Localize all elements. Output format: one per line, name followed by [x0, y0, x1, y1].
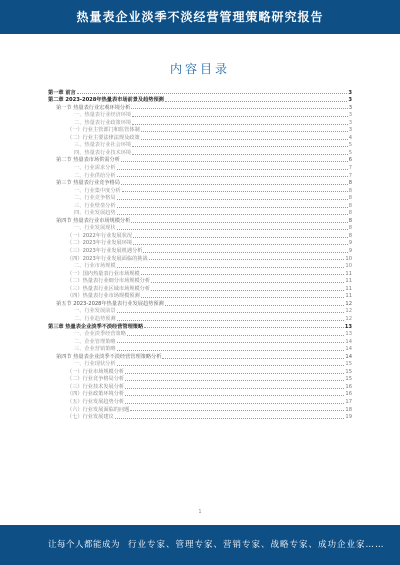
toc-entry[interactable]: [48, 337, 352, 345]
toc-entry-page: 10: [345, 255, 352, 262]
toc-entry[interactable]: [48, 179, 352, 187]
toc-entry[interactable]: [48, 239, 352, 247]
toc-entry-page: 8: [348, 210, 352, 217]
toc-entry-page: 8: [348, 195, 352, 202]
toc-leader-dots: [133, 243, 348, 245]
toc-entry-text: 第二章 2023-2028年热量表市场前景及趋势预测: [48, 97, 164, 104]
toc-entry[interactable]: [48, 186, 352, 194]
toc-entry-text: 第二节 热量表市场供需分析: [56, 157, 120, 164]
toc-entry-page: 14: [345, 346, 352, 353]
toc-entry[interactable]: [48, 163, 352, 171]
toc-entry-text: 第四节 热量表企业淡季不淡经营管理策略分析: [56, 353, 162, 360]
toc-entry-page: 11: [345, 285, 352, 292]
toc-entry-page: 6: [348, 157, 352, 164]
toc-leader-dots: [132, 153, 348, 155]
toc-entry[interactable]: [48, 292, 352, 300]
toc-entry[interactable]: [48, 360, 352, 368]
toc-leader-dots: [125, 387, 344, 389]
toc-leader-dots: [122, 190, 348, 192]
toc-entry-text: 一、行业发展现状: [74, 225, 116, 232]
toc-entry[interactable]: [48, 330, 352, 338]
toc-leader-dots: [117, 266, 345, 268]
footer-lead-text: 让每个人都能成为: [48, 540, 121, 550]
toc-leader-dots: [131, 107, 347, 109]
toc-entry-text: 一、热量表行业经济环境: [74, 112, 132, 119]
toc-entry-text: （三）2023年行业发展机遇分析: [67, 248, 143, 255]
toc-entry-text: 三、企业营销策略: [74, 346, 116, 353]
toc-leader-dots: [132, 145, 348, 147]
toc-entry-page: 16: [345, 391, 352, 398]
toc-entry-text: （二）行业主要法律法规及政策: [67, 134, 140, 141]
toc-leader-dots: [117, 364, 345, 366]
toc-entry[interactable]: [48, 171, 352, 179]
toc-entry[interactable]: [48, 397, 352, 405]
toc-entry-page: 8: [348, 180, 352, 187]
toc-entry[interactable]: [48, 375, 352, 383]
toc-entry-text: 二、热量表行业政策环境: [74, 119, 132, 126]
toc-entry[interactable]: [48, 148, 352, 156]
toc-entry[interactable]: [48, 111, 352, 119]
toc-leader-dots: [132, 123, 348, 125]
toc-entry-page: 8: [348, 232, 352, 239]
toc-entry-text: 一、企业淡季经营策略: [74, 331, 126, 338]
toc-entry[interactable]: [48, 156, 352, 164]
toc-leader-dots: [131, 221, 347, 223]
toc-leader-dots: [151, 281, 344, 283]
toc-entry-text: 二、行业趋势预测: [74, 315, 116, 322]
toc-entry[interactable]: [48, 209, 352, 217]
toc-leader-dots: [141, 296, 345, 298]
toc-entry-text: （四）行业政策环境分析: [67, 391, 125, 398]
toc-entry[interactable]: [48, 405, 352, 413]
toc-leader-dots: [117, 198, 348, 200]
toc-leader-dots: [117, 206, 348, 208]
toc-entry-page: 7: [348, 172, 352, 179]
toc-entry-page: 4: [348, 134, 352, 141]
toc-entry[interactable]: [48, 382, 352, 390]
toc-entry-text: （五）行业发展趋势分析: [67, 398, 125, 405]
toc-entry-text: 第三节 热量表行业竞争格局: [56, 180, 120, 187]
toc-leader-dots: [125, 379, 344, 381]
toc-leader-dots: [141, 130, 348, 132]
toc-leader-dots: [117, 228, 348, 230]
toc-entry-page: 11: [345, 270, 352, 277]
toc-entry[interactable]: [48, 126, 352, 134]
toc-leader-dots: [151, 289, 344, 291]
toc-entry-page: 7: [348, 165, 352, 172]
toc-entry-page: 11: [345, 278, 352, 285]
toc-entry-page: 12: [345, 300, 352, 307]
toc-entry-text: 一、行业发展前景: [74, 308, 116, 315]
report-title: 热量表企业淡季不淡经营管理策略研究报告: [76, 10, 324, 24]
toc-entry-text: 第一节 热量表行业宏观环境分析: [56, 104, 131, 111]
toc-entry[interactable]: [48, 96, 352, 104]
toc-leader-dots: [125, 394, 344, 396]
toc-entry-text: 二、行业竞争格局: [74, 195, 116, 202]
toc-entry[interactable]: [48, 284, 352, 292]
toc-leader-dots: [165, 304, 345, 306]
page-number: 1: [198, 509, 202, 515]
toc-entry-page: 9: [348, 240, 352, 247]
toc-entry-text: （二）行业竞争格局分析: [67, 376, 125, 383]
toc-entry-text: 二、企业管理策略: [74, 338, 116, 345]
toc-entry-text: （一）国内热量表行业市场规模: [67, 270, 140, 277]
toc-entry-page: 8: [348, 225, 352, 232]
toc-entry[interactable]: [48, 201, 352, 209]
toc-entry[interactable]: [48, 352, 352, 360]
toc-entry[interactable]: [48, 262, 352, 270]
toc-entry-page: 11: [345, 293, 352, 300]
toc-entry[interactable]: [48, 194, 352, 202]
toc-entry-page: 3: [348, 97, 352, 104]
toc-entry[interactable]: [48, 277, 352, 285]
toc-entry-page: 18: [345, 406, 352, 413]
toc-entry-page: 12: [345, 315, 352, 322]
toc-entry-text: 四、行业发展趋势: [74, 210, 116, 217]
toc-entry[interactable]: [48, 322, 352, 330]
toc-entry[interactable]: [48, 88, 352, 96]
toc-entry-page: 3: [348, 127, 352, 134]
toc-entry-text: （一）行业主管部门和监管体制: [67, 127, 140, 134]
toc-entry-text: 第三章 热量表企业淡季不淡经营管理策略: [48, 323, 144, 330]
toc-entry[interactable]: [48, 133, 352, 141]
toc-entry[interactable]: [48, 103, 352, 111]
toc-leader-dots: [143, 251, 347, 253]
toc-entry-page: 5: [348, 149, 352, 156]
toc-entry-text: 二、行业市场规模: [74, 263, 116, 270]
toc-leader-dots: [141, 273, 345, 275]
toc-entry-text: 三、热量表行业社会环境: [74, 142, 132, 149]
toc-entry-text: （一）2022年行业发展状况: [67, 232, 133, 239]
toc-entry-page: 15: [345, 361, 352, 368]
toc-entry-text: 一、行业集中度分析: [74, 187, 121, 194]
toc-entry[interactable]: [48, 141, 352, 149]
toc-entry-page: 3: [348, 89, 352, 96]
toc-entry-page: 8: [348, 187, 352, 194]
toc-entry[interactable]: [48, 307, 352, 315]
toc-leader-dots: [130, 409, 344, 411]
footer-banner: [0, 525, 400, 565]
toc-entry[interactable]: [48, 367, 352, 375]
toc-entry-text: （四）热量表行业市场规模预测: [67, 293, 140, 300]
toc-entry-text: 一、行业现状分析: [74, 361, 116, 368]
toc-entry-page: 15: [345, 368, 352, 375]
toc-entry-text: （二）热量表行业细分市场规模分析: [67, 278, 151, 285]
toc-entry-page: 10: [345, 263, 352, 270]
toc-leader-dots: [144, 326, 344, 328]
toc-entry[interactable]: [48, 314, 352, 322]
toc-entry[interactable]: [48, 269, 352, 277]
toc-leader-dots: [121, 183, 348, 185]
toc-entry-page: 8: [348, 217, 352, 224]
toc-entry-text: 四、热量表行业技术环境: [74, 149, 132, 156]
toc-leader-dots: [117, 168, 348, 170]
toc-entry-text: （四）2023年行业发展面临的挑战: [67, 255, 148, 262]
toc-heading: 内容目录: [169, 62, 230, 76]
toc-entry-text: （三）行业技术发展分析: [67, 383, 125, 390]
toc-entry-page: 8: [348, 202, 352, 209]
toc-leader-dots: [125, 402, 344, 404]
toc-leader-dots: [117, 341, 345, 343]
toc-entry-text: 一、行业需求分析: [74, 165, 116, 172]
toc-entry-page: 13: [344, 323, 352, 330]
toc-entry-text: （六）行业发展面临的问题: [67, 406, 130, 413]
toc-entry-page: 17: [345, 398, 352, 405]
toc-leader-dots: [121, 160, 348, 162]
toc-entry-page: 3: [348, 112, 352, 119]
toc-leader-dots: [162, 357, 344, 359]
toc-entry[interactable]: [48, 254, 352, 262]
toc-leader-dots: [115, 417, 345, 419]
toc-entry-page: 5: [348, 142, 352, 149]
toc-entry-page: 14: [345, 353, 352, 360]
toc-entry-page: 14: [345, 338, 352, 345]
toc-leader-dots: [141, 138, 348, 140]
toc-leader-dots: [133, 236, 348, 238]
toc-leader-dots: [117, 213, 348, 215]
toc-entry-text: 第四节 热量表行业市场规模分析: [56, 217, 131, 224]
table-of-contents: [48, 88, 352, 420]
toc-entry-text: 第一章 前言: [48, 89, 76, 96]
toc-entry-text: 三、行业壁垒分析: [74, 202, 116, 209]
toc-entry[interactable]: [48, 246, 352, 254]
toc-leader-dots: [117, 311, 345, 313]
toc-entry[interactable]: [48, 216, 352, 224]
toc-leader-dots: [117, 319, 345, 321]
toc-leader-dots: [127, 334, 345, 336]
toc-entry[interactable]: [48, 231, 352, 239]
toc-entry[interactable]: [48, 118, 352, 126]
toc-entry-text: （三）热量表行业区域市场规模分析: [67, 285, 151, 292]
toc-leader-dots: [132, 115, 348, 117]
toc-leader-dots: [117, 349, 345, 351]
toc-entry-text: （二）2023年行业发展环境: [67, 240, 133, 247]
toc-entry-page: 16: [345, 383, 352, 390]
toc-entry-page: 9: [348, 248, 352, 255]
toc-entry-text: （七）行业发展建议: [67, 414, 114, 421]
toc-leader-dots: [125, 372, 344, 374]
toc-leader-dots: [117, 175, 348, 177]
toc-entry[interactable]: [48, 413, 352, 421]
toc-entry-page: 19: [345, 414, 352, 421]
toc-entry-text: 二、行业供给分析: [74, 172, 116, 179]
toc-leader-dots: [149, 258, 345, 260]
toc-entry-page: 12: [345, 308, 352, 315]
toc-entry[interactable]: [48, 345, 352, 353]
toc-entry[interactable]: [48, 299, 352, 307]
footer-roles-text: 行业专家、管理专家、营销专家、战略专家、成功企业家……: [128, 540, 385, 550]
toc-leader-dots: [165, 100, 348, 102]
toc-entry[interactable]: [48, 390, 352, 398]
toc-entry-text: （一）行业市场规模分析: [67, 368, 125, 375]
toc-entry[interactable]: [48, 224, 352, 232]
report-header-bar: [0, 0, 400, 34]
toc-entry-text: 第五节 2023-2028年热量表行业发展趋势预测: [56, 300, 164, 307]
toc-entry-page: 15: [345, 376, 352, 383]
toc-leader-dots: [77, 92, 348, 94]
toc-entry-page: 13: [345, 331, 352, 338]
toc-entry-page: 3: [348, 104, 352, 111]
toc-entry-page: 3: [348, 119, 352, 126]
